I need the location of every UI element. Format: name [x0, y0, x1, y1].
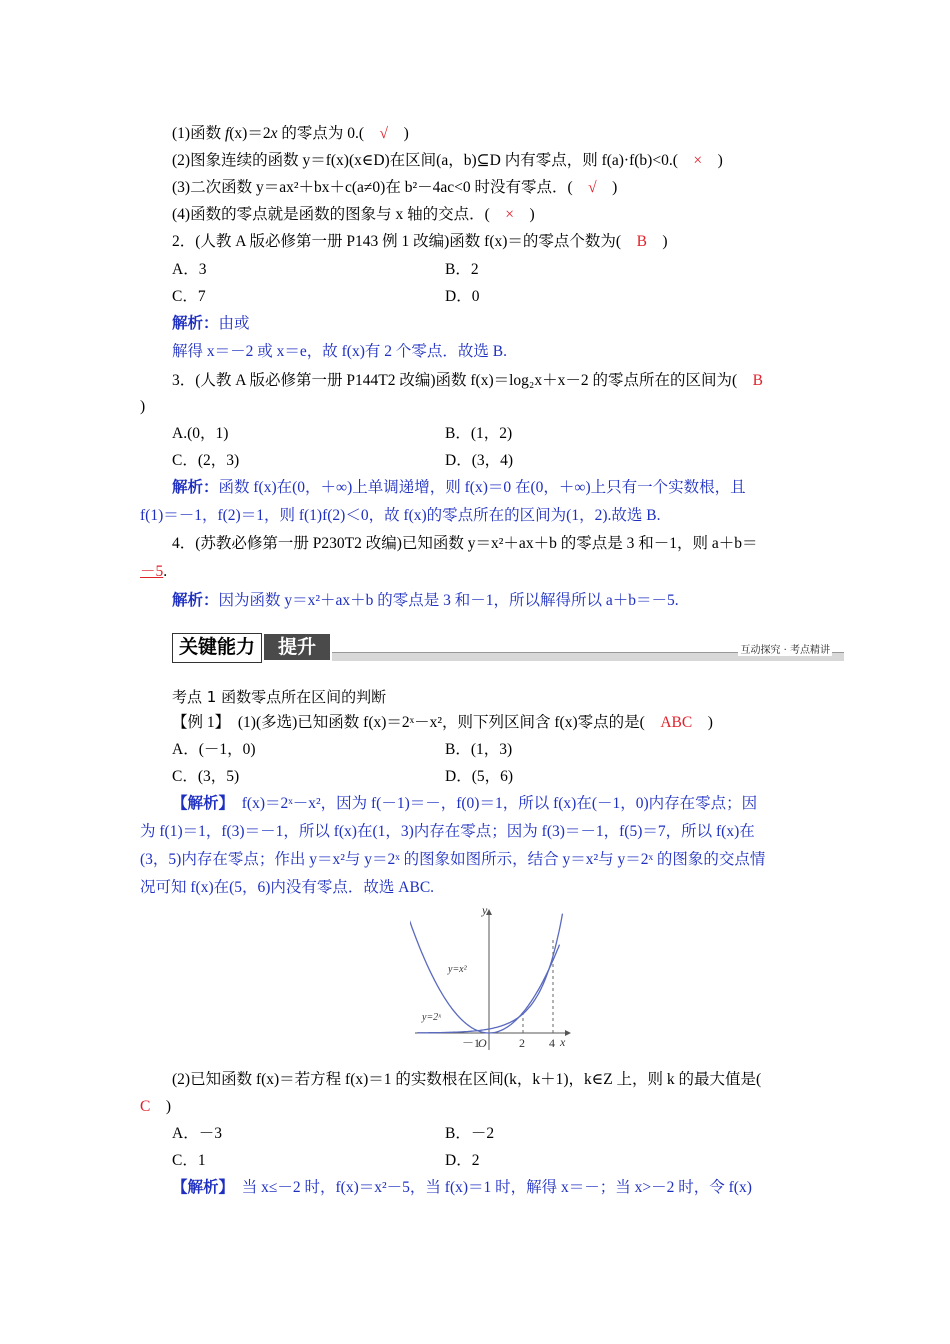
- ex1-solution-label: 【解析】: [172, 795, 227, 812]
- judge-q3: [172, 178, 617, 198]
- judge-q4-answer: ×: [505, 206, 514, 223]
- tick-label-neg1: －1: [462, 1036, 481, 1050]
- ex1-answer: ABC: [660, 714, 693, 731]
- judge-q2-answer: ×: [693, 152, 703, 169]
- ex1b-end: ): [150, 1098, 172, 1115]
- p4-solution-label: 解析：: [172, 592, 219, 609]
- p3-stem-text: 3．(人教 A 版必修第一册 P144T2 改编)函数 f(x)＝log₂x＋x－2 的零点所在的区间为(: [172, 372, 753, 389]
- function-graph: [410, 905, 590, 1055]
- judge-q2-body: y＝f(x)(x∈D)在区间(a，b)⊆D 内有零点，则 f(a)·f(b)<0.(: [302, 152, 694, 169]
- label-parabola: y=x²: [448, 964, 467, 975]
- p2-stem: [172, 232, 668, 252]
- judge-q1-post: 的零点为 0.(: [277, 125, 380, 142]
- judge-q1-f: f: [224, 125, 230, 142]
- banner-subtitle: 互动探究 · 考点精讲: [738, 641, 832, 656]
- ex1b-solution-text: 当 x≤－2 时，f(x)＝x²－5，当 f(x)＝1 时，解得 x＝－；当 x>－2 时，令 f(x): [226, 1179, 752, 1196]
- judge-q4: [172, 205, 535, 225]
- p3-solution: [172, 478, 746, 498]
- ex1b-option-d: D．2: [445, 1152, 480, 1169]
- ex1b-answer: C: [140, 1098, 151, 1115]
- judge-q3-text: (3)二次函数 y＝ax²＋bx＋c(a≠0)在 b²－4ac<0 时没有零点．(: [172, 179, 589, 196]
- p2-answer: B: [636, 233, 647, 250]
- p4-answer-line: [140, 562, 167, 582]
- y-axis-label: y: [482, 905, 488, 917]
- x-axis-label: x: [560, 1035, 566, 1049]
- judge-q1-answer: √: [379, 125, 389, 142]
- judge-q2-pre: (2)图象连续的函数: [172, 152, 303, 169]
- tick-label-4: 4: [549, 1036, 555, 1050]
- p3-option-c: C．(2，3): [172, 452, 240, 469]
- ex1-solution-line2: 为 f(1)＝1，f(3)＝－1，所以 f(x)在(1，3)内存在零点；因为 f(3)＝－1，f(5)＝7，所以 f(x)在: [140, 823, 755, 840]
- p2-solution-label: 解析：: [172, 315, 219, 332]
- p2-solution-line2: 解得 x＝－2 或 x＝e，故 f(x)有 2 个零点．故选 B.: [172, 343, 507, 360]
- ex1-option-a: A．(－1，0): [172, 741, 256, 758]
- p3-stem: [172, 371, 763, 391]
- judge-q4-text: (4)函数的零点就是函数的图象与 x 轴的交点．(: [172, 206, 506, 223]
- ex1b-solution-label: 【解析】: [172, 1179, 227, 1196]
- p4-stem: 4．(苏教必修第一册 P230T2 改编)已知函数 y＝x²＋ax＋b 的零点是 3 和－1，则 a＋b＝: [172, 535, 758, 552]
- ex1-option-c: C．(3，5): [172, 768, 240, 785]
- p4-answer: －5: [140, 563, 164, 580]
- ex1b-option-a: A．－3: [172, 1125, 222, 1142]
- ex1b-answer-line: [140, 1097, 171, 1117]
- ex1-label: 【例 1】: [172, 714, 223, 731]
- judge-q1-x2: x: [270, 125, 278, 142]
- judge-q1: [172, 124, 409, 144]
- kaodian-heading: 考点 1 函数零点所在区间的判断: [172, 688, 387, 706]
- ex1b-option-c: C．1: [172, 1152, 206, 1169]
- label-exponential: y=2ˣ: [422, 1012, 442, 1023]
- p2-solution: [172, 314, 250, 334]
- ex1-stem: [172, 713, 713, 733]
- p3-solution-label: 解析：: [172, 479, 219, 496]
- ex1b-option-b: B．－2: [445, 1125, 495, 1142]
- p3-option-a: A.(0，1): [172, 425, 229, 442]
- ex1-solution: [172, 794, 757, 814]
- p2-option-a: A．3: [172, 261, 207, 278]
- p3-answer: B: [752, 372, 763, 389]
- judge-q4-end: ): [514, 206, 535, 223]
- p4-solution: [172, 591, 679, 611]
- judge-q1-end: ): [388, 125, 409, 142]
- judge-q1-x: (x): [229, 125, 248, 142]
- ex1-solution-line4: 况可知 f(x)在(5，6)内没有零点．故选 ABC.: [140, 879, 435, 896]
- p3-option-d: D．(3，4): [445, 452, 514, 469]
- p4-end: .: [163, 563, 168, 580]
- ex1-end: ): [692, 714, 713, 731]
- judge-q3-answer: √: [588, 179, 597, 196]
- ex1-stem-text: (1)(多选)已知函数 f(x)＝2ˣ－x²，则下列区间含 f(x)零点的是(: [222, 714, 661, 731]
- p3-end: ): [140, 398, 146, 415]
- section-banner: [172, 633, 844, 663]
- banner-tab: 提升: [264, 634, 330, 660]
- ex1-solution-line3: (3，5)内存在零点；作出 y＝x²与 y＝2ˣ 的图象如图所示，结合 y＝x²与 y＝2ˣ 的图象的交点情: [140, 851, 766, 868]
- p3-solution-line1: 函数 f(x)在(0，＋∞)上单调递增，则 f(x)＝0 在(0，＋∞)上只有一个实数根，且: [218, 479, 746, 496]
- tick-label-2: 2: [519, 1036, 525, 1050]
- ex1-solution-line1: f(x)＝2ˣ－x²，因为 f(－1)＝－，f(0)＝1，所以 f(x)在(－1，0)内存在零点；因: [226, 795, 758, 812]
- judge-q2-end: ): [702, 152, 723, 169]
- judge-q1-eq: ＝2: [247, 125, 271, 142]
- ex1b-stem: (2)已知函数 f(x)＝若方程 f(x)＝1 的实数根在区间(k，k＋1)，k∈Z 上，则 k 的最大值是(: [172, 1071, 762, 1088]
- judge-q1-text: (1)函数: [172, 125, 225, 142]
- p2-stem-text: 2．(人教 A 版必修第一册 P143 例 1 改编)函数 f(x)＝的零点个数为(: [172, 233, 637, 250]
- ex1b-solution: [172, 1178, 752, 1198]
- ex1-option-d: D．(5，6): [445, 768, 514, 785]
- ex1-option-b: B．(1，3): [445, 741, 513, 758]
- p3-solution-line2: f(1)＝－1，f(2)＝1，则 f(1)f(2)＜0，故 f(x)的零点所在的区间为(1，2).故选 B.: [140, 507, 661, 524]
- judge-q3-end: ): [596, 179, 618, 196]
- p2-solution-line1: 由或: [218, 315, 250, 332]
- p2-option-b: B．2: [445, 261, 479, 278]
- p2-end: ): [646, 233, 668, 250]
- p2-option-d: D．0: [445, 288, 480, 305]
- origin-label: O: [478, 1036, 487, 1050]
- banner-title: 关键能力: [172, 633, 262, 663]
- judge-q2: [172, 151, 723, 171]
- p2-option-c: C．7: [172, 288, 206, 305]
- p3-option-b: B．(1，2): [445, 425, 513, 442]
- p4-solution-text: 因为函数 y＝x²＋ax＋b 的零点是 3 和－1，所以解得所以 a＋b＝－5.: [218, 592, 679, 609]
